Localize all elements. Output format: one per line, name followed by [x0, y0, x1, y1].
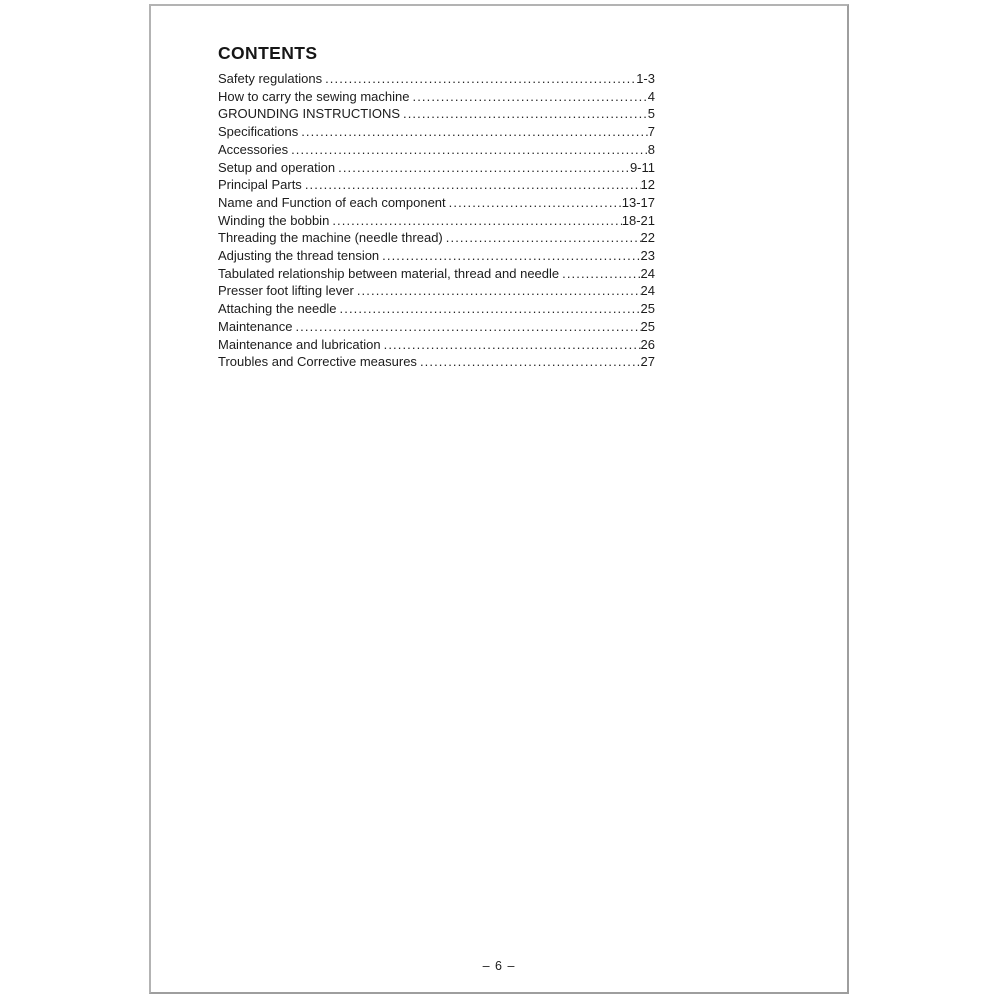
toc-entry-page: 26 — [640, 336, 655, 352]
toc-entry-page: 9-11 — [629, 159, 655, 175]
toc-leader-dots — [409, 88, 647, 106]
page-title: CONTENTS — [218, 43, 318, 63]
toc-entry-page: 23 — [640, 248, 655, 264]
toc-row — [218, 70, 655, 88]
toc-leader-dots — [292, 318, 640, 336]
toc-leader-dots — [337, 300, 641, 318]
toc-entry-label: Specifications — [218, 124, 299, 140]
toc-leader-dots — [322, 70, 636, 88]
toc-entry-page: 12 — [640, 177, 655, 193]
toc-leader-dots — [400, 105, 648, 123]
toc-entry-label: Winding the bobbin — [218, 212, 330, 228]
toc-entry-page: 18-21 — [621, 212, 655, 228]
toc-entry-page: 25 — [640, 318, 655, 334]
toc-leader-dots — [354, 282, 641, 300]
toc-entry-page: 22 — [640, 230, 655, 246]
toc-row — [218, 123, 655, 141]
toc-entry-label: Tabulated relationship between material, thread and needle — [218, 265, 560, 281]
toc-row — [218, 300, 655, 318]
toc-row — [218, 336, 655, 354]
toc-leader-dots — [329, 212, 621, 230]
toc-leader-dots — [559, 265, 640, 283]
toc-row — [218, 318, 655, 336]
toc-entry-page: 13-17 — [621, 194, 655, 210]
toc-entry-page: 7 — [647, 124, 655, 140]
toc-row — [218, 353, 655, 371]
toc-entry-page: 27 — [640, 354, 655, 370]
toc-row — [218, 265, 655, 283]
toc-leader-dots — [298, 123, 648, 141]
toc-leader-dots — [288, 141, 648, 159]
toc-entry-page: 1-3 — [636, 71, 655, 86]
toc-entry-label: Attaching the needle — [218, 301, 337, 317]
toc-entry-page: 4 — [647, 88, 655, 104]
toc-row — [218, 176, 655, 194]
toc-entry-label: Principal Parts — [218, 177, 302, 193]
toc-row — [218, 88, 655, 106]
toc-row — [218, 194, 655, 212]
toc-entry-label: Maintenance — [218, 318, 293, 334]
toc-entry-label: Maintenance and lubrication — [218, 336, 381, 352]
toc-entry-label: Setup and operation — [218, 159, 336, 175]
toc-leader-dots — [381, 336, 641, 354]
toc-entry-page: 25 — [640, 301, 655, 317]
toc-row — [218, 212, 655, 230]
toc-row — [218, 282, 655, 300]
toc-row — [218, 159, 655, 177]
toc-row — [218, 141, 655, 159]
toc-leader-dots — [446, 194, 622, 212]
toc-leader-dots — [302, 176, 641, 194]
manual-page — [149, 4, 849, 994]
toc-leader-dots — [417, 353, 641, 371]
toc-entry-label: Presser foot lifting lever — [218, 283, 354, 299]
toc-row — [218, 229, 655, 247]
toc-leader-dots — [443, 229, 641, 247]
toc-entry-page: 8 — [647, 141, 655, 157]
toc-entry-label: Troubles and Corrective measures — [218, 354, 417, 370]
toc-row — [218, 247, 655, 265]
toc-entry-page: 24 — [640, 265, 655, 281]
toc-entry-label: GROUNDING INSTRUCTIONS — [218, 106, 400, 122]
toc-entry-label: How to carry the sewing machine — [218, 88, 410, 104]
toc-content — [218, 43, 655, 371]
toc-leader-dots — [335, 159, 630, 177]
toc-entry-label: Safety regulations — [218, 71, 323, 86]
toc-list — [218, 70, 655, 371]
toc-entry-page: 24 — [640, 283, 655, 299]
toc-entry-label: Name and Function of each component — [218, 194, 446, 210]
toc-entry-page: 5 — [647, 106, 655, 122]
page-number-footer: – 6 – — [482, 959, 516, 973]
toc-row — [218, 105, 655, 123]
toc-leader-dots — [379, 247, 640, 265]
toc-entry-label: Accessories — [218, 141, 289, 157]
toc-entry-label: Threading the machine (needle thread) — [218, 230, 443, 246]
toc-entry-label: Adjusting the thread tension — [218, 248, 380, 264]
